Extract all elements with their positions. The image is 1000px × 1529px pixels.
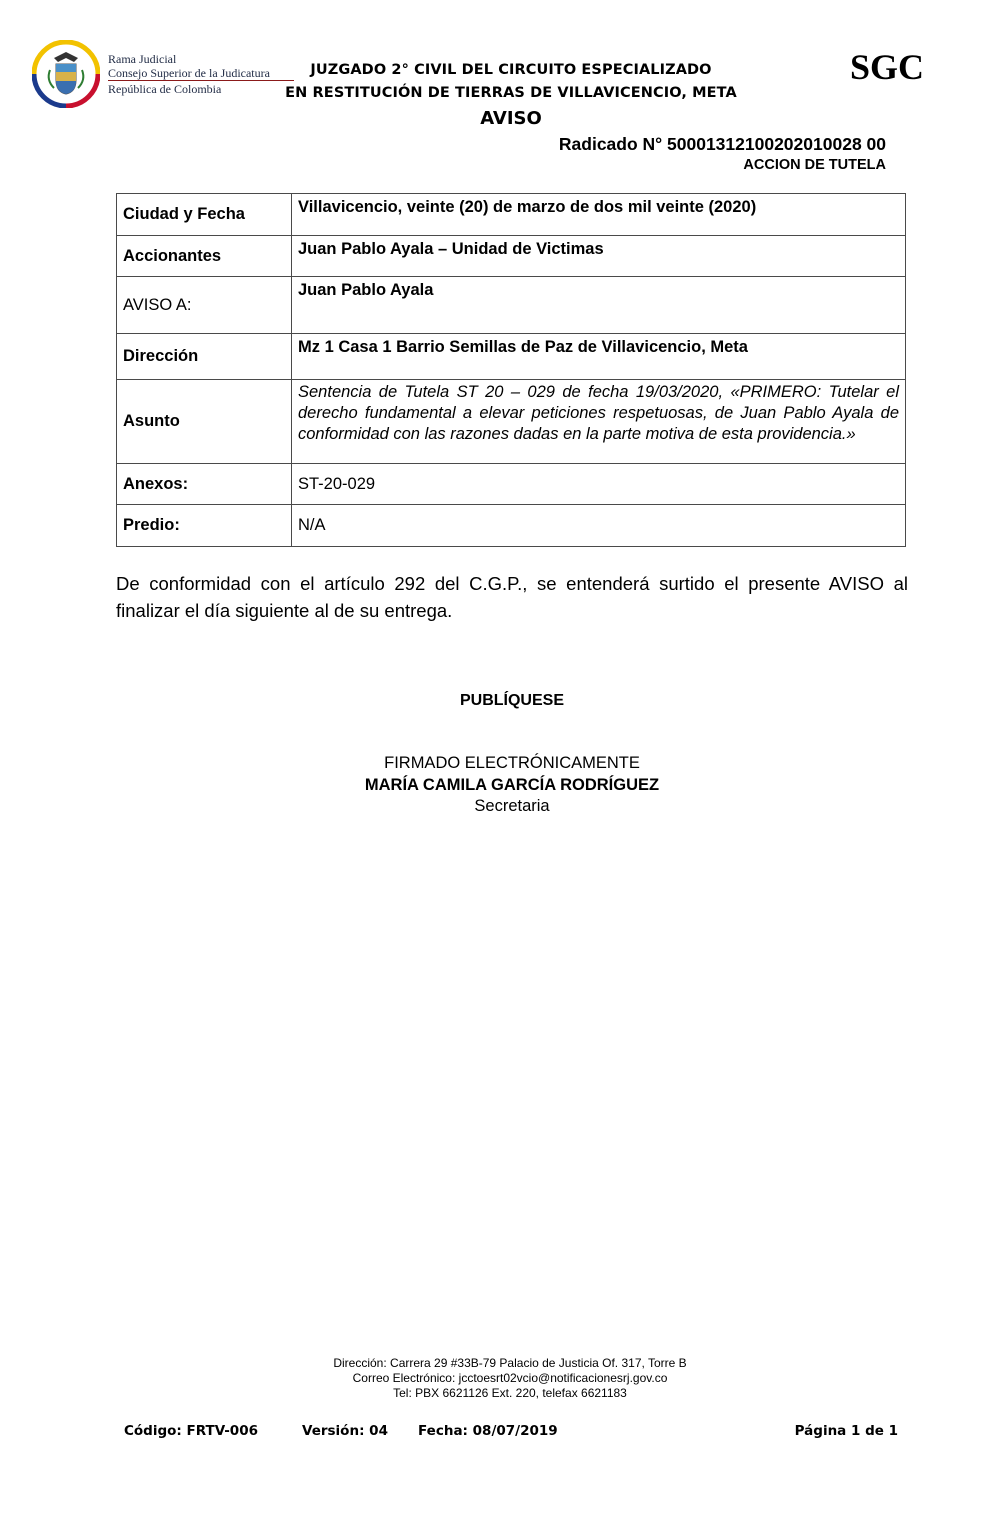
row-label-aviso-a: AVISO A:: [117, 277, 292, 334]
row-value-anexos: ST-20-029: [292, 464, 906, 505]
footer-email: Correo Electrónico: jcctoesrt02vcio@notificacionesrj.gov.co: [352, 1371, 668, 1385]
row-value-ciudad-fecha: Villavicencio, veinte (20) de marzo de dos mil veinte (2020): [292, 194, 906, 236]
table-row: [117, 236, 906, 277]
colombia-coat-of-arms-icon: [32, 40, 100, 108]
row-label-accionantes: Accionantes: [117, 236, 292, 277]
row-label-anexos: Anexos:: [117, 464, 292, 505]
row-value-predio: N/A: [292, 505, 906, 547]
footer-address: Dirección: Carrera 29 #33B-79 Palacio de Justicia Of. 317, Torre B: [333, 1356, 687, 1370]
signer-name: MARÍA CAMILA GARCÍA RODRÍGUEZ: [364, 776, 660, 794]
row-value-direccion: Mz 1 Casa 1 Barrio Semillas de Paz de Villavicencio, Meta: [292, 334, 906, 380]
table-row: [117, 194, 906, 236]
publiquese-heading: PUBLÍQUESE: [459, 692, 564, 709]
logo-line-republica: República de Colombia: [108, 82, 222, 96]
form-code: Código: FRTV-006: [124, 1423, 258, 1439]
logo-text: [108, 52, 270, 96]
row-value-aviso-a: Juan Pablo Ayala: [292, 277, 906, 334]
table-row: [117, 505, 906, 547]
table-row: [117, 464, 906, 505]
table-row: [117, 277, 906, 334]
notice-details-table: [116, 193, 906, 547]
logo-line-consejo: Consejo Superior de la Judicatura: [108, 66, 270, 80]
notice-paragraph: De conformidad con el artículo 292 del C.G.P., se entenderá surtido el presente AVISO al finalizar el día siguiente al de su entrega.: [116, 573, 908, 621]
page-number: Página 1 de 1: [794, 1423, 898, 1439]
row-label-ciudad-fecha: Ciudad y Fecha: [117, 194, 292, 236]
row-value-accionantes: Juan Pablo Ayala – Unidad de Victimas: [292, 236, 906, 277]
logo-divider: [108, 80, 294, 81]
table-row: [117, 380, 906, 464]
signature-status: FIRMADO ELECTRÓNICAMENTE: [384, 754, 640, 772]
rama-judicial-logo: [32, 40, 272, 110]
logo-line-rama: Rama Judicial: [108, 52, 177, 66]
court-name-line1: JUZGADO 2° CIVIL DEL CIRCUITO ESPECIALIZADO: [310, 62, 712, 78]
footer-phone: Tel: PBX 6621126 Ext. 220, telefax 6621183: [393, 1386, 627, 1400]
form-version: Versión: 04: [302, 1423, 388, 1439]
document-title: AVISO: [480, 108, 542, 129]
row-value-asunto: Sentencia de Tutela ST 20 – 029 de fecha 19/03/2020, «PRIMERO: Tutelar el derecho fundamental a elevar peticiones respetuosas, de Juan Pablo Ayala de conformidad con las razones dadas en la parte motiva de esta providencia.»: [292, 380, 906, 464]
row-label-asunto: Asunto: [117, 380, 292, 464]
signer-role: Secretaria: [474, 797, 550, 815]
form-date: Fecha: 08/07/2019: [418, 1423, 558, 1439]
court-name-line2: EN RESTITUCIÓN DE TIERRAS DE VILLAVICENCIO, META: [285, 85, 737, 101]
sgc-mark: SGC: [850, 47, 925, 87]
row-label-predio: Predio:: [117, 505, 292, 547]
table-row: [117, 334, 906, 380]
radicado-number: Radicado N° 50001312100202010028 00: [558, 134, 886, 154]
row-label-direccion: Dirección: [117, 334, 292, 380]
action-type: ACCION DE TUTELA: [743, 157, 886, 173]
